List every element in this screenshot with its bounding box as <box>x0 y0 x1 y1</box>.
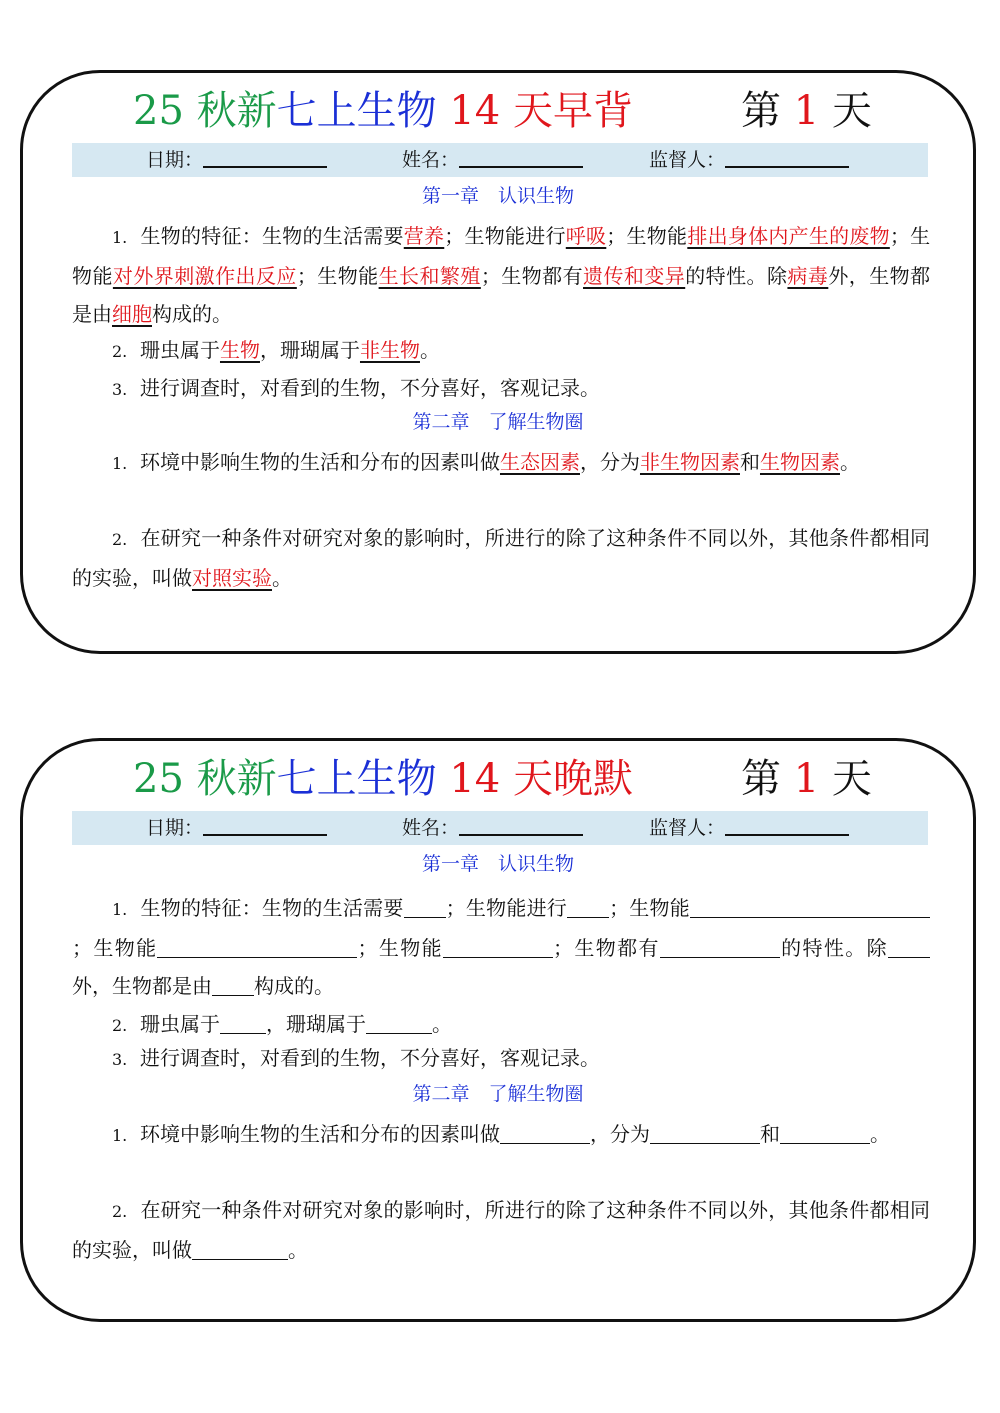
text: ；生物能进行 <box>445 896 568 920</box>
paragraph-4 <box>72 1115 930 1155</box>
text: ；生物都有 <box>552 936 660 960</box>
text: ；生物能 <box>357 936 443 960</box>
text: ，分为 <box>579 450 640 474</box>
date-field[interactable] <box>146 811 327 845</box>
text: 珊虫属于 <box>139 338 220 362</box>
chapter-heading-2: 第二章 了解生物圈 <box>412 411 584 433</box>
paragraph-4 <box>72 443 930 483</box>
text: 进行调查时，对看到的生物，不分喜好，客观记录。 <box>139 376 600 400</box>
morning-card <box>20 70 976 654</box>
answer: 呼吸 <box>565 224 607 248</box>
title-part-blue: 七上生物 <box>276 756 437 802</box>
item-number: 2. <box>112 342 128 361</box>
day-suffix: 天 <box>831 88 872 134</box>
text: 和 <box>739 450 760 474</box>
answer: 非生物 <box>359 338 420 362</box>
text: 。 <box>419 338 440 362</box>
name-label: 姓名： <box>402 817 460 839</box>
blank[interactable] <box>404 893 446 918</box>
text: 。 <box>272 566 292 590</box>
text: 和 <box>759 1122 780 1146</box>
day-prefix: 第 <box>741 88 781 134</box>
paragraph-3 <box>72 1039 930 1079</box>
answer: 病毒 <box>787 264 829 288</box>
answer: 非生物因素 <box>639 450 740 474</box>
name-field[interactable] <box>402 143 583 177</box>
item-number: 1. <box>112 1126 128 1145</box>
day-number: 1 <box>793 88 820 134</box>
text: 进行调查时，对看到的生物，不分喜好，客观记录。 <box>139 1046 600 1070</box>
text: ；生物能 <box>72 936 158 960</box>
title-part-red: 14 天晚默 <box>449 756 633 802</box>
supervisor-line <box>725 812 849 836</box>
card-title <box>23 747 973 811</box>
chapter-heading-2: 第二章 了解生物圈 <box>412 1083 584 1105</box>
blank[interactable] <box>157 933 357 958</box>
text: 外，生物都是由 <box>72 264 931 326</box>
supervisor-line <box>725 144 849 168</box>
text: 。 <box>288 1238 308 1262</box>
name-field[interactable] <box>402 811 583 845</box>
text: ；生物能 <box>296 264 379 288</box>
paragraph-1 <box>72 217 930 333</box>
text: ；生物能 <box>609 896 691 920</box>
answer: 遗传和变异 <box>583 264 686 288</box>
answer: 生物因素 <box>759 450 840 474</box>
text: 外，生物都是由 <box>72 974 212 998</box>
card-title <box>23 79 973 143</box>
name-label: 姓名： <box>402 149 460 171</box>
answer: 对照实验 <box>192 566 272 590</box>
blank[interactable] <box>840 893 930 918</box>
answer: 细胞 <box>112 302 152 326</box>
answer: 排出身体内产生的废物 <box>687 224 890 248</box>
title-part-red: 14 天早背 <box>449 88 633 134</box>
paragraph-1 <box>72 889 930 1005</box>
text: 。 <box>431 1012 452 1036</box>
title-day <box>741 747 872 811</box>
text: 构成的。 <box>152 302 232 326</box>
text: 。 <box>839 450 860 474</box>
text: 在研究一种条件对研究对象的影响时，所进行的除了这种条件不同以外，其他条件都相同的实验，叫做 <box>72 1198 930 1262</box>
blank[interactable] <box>192 1235 288 1260</box>
text: 珊虫属于 <box>139 1012 220 1036</box>
paragraph-3 <box>72 369 930 409</box>
blank[interactable] <box>780 1119 826 1144</box>
paragraph-2 <box>72 331 930 371</box>
paragraph-5 <box>72 1191 930 1269</box>
blank[interactable] <box>660 933 780 958</box>
blank[interactable] <box>567 893 609 918</box>
blank[interactable] <box>443 933 553 958</box>
date-field[interactable] <box>146 143 327 177</box>
title-part-blue: 七上生物 <box>276 88 437 134</box>
day-suffix: 天 <box>831 756 872 802</box>
info-bar <box>72 143 928 177</box>
text: ，分为 <box>589 1122 650 1146</box>
day-prefix: 第 <box>741 756 781 802</box>
blank[interactable] <box>650 1119 760 1144</box>
info-bar <box>72 811 928 845</box>
supervisor-label: 监督人： <box>649 149 726 171</box>
answer: 对外界刺激作出反应 <box>112 264 297 288</box>
title-main <box>133 747 633 811</box>
text: 环境中影响生物的生活和分布的因素叫做 <box>139 1122 500 1146</box>
name-line <box>459 144 583 168</box>
supervisor-field[interactable] <box>649 811 849 845</box>
date-line <box>203 144 327 168</box>
date-line <box>203 812 327 836</box>
text: 的特性。除 <box>685 264 788 288</box>
paragraph-5 <box>72 519 930 597</box>
date-label: 日期： <box>146 149 204 171</box>
blank[interactable] <box>366 1009 432 1034</box>
item-number: 3. <box>112 380 128 399</box>
blank[interactable] <box>826 1119 870 1144</box>
text: ，珊瑚属于 <box>259 338 360 362</box>
text: 生物的特征：生物的生活需要 <box>140 224 404 248</box>
item-number: 2. <box>112 1016 128 1035</box>
text: 。 <box>869 1122 890 1146</box>
supervisor-label: 监督人： <box>649 817 726 839</box>
item-number: 2. <box>112 1202 128 1221</box>
text: ，珊瑚属于 <box>265 1012 366 1036</box>
text: 环境中影响生物的生活和分布的因素叫做 <box>139 450 500 474</box>
text: ；生物都有 <box>480 264 584 288</box>
text: ；生物能进行 <box>444 224 566 248</box>
item-number: 1. <box>112 228 128 247</box>
item-number: 1. <box>112 454 128 473</box>
text: 在研究一种条件对研究对象的影响时，所进行的除了这种条件不同以外，其他条件都相同的实验，叫做 <box>72 526 930 590</box>
answer: 生长和繁殖 <box>378 264 481 288</box>
text: 的特性。除 <box>779 936 889 960</box>
item-number: 3. <box>112 1050 128 1069</box>
evening-card <box>20 738 976 1322</box>
day-number: 1 <box>793 756 820 802</box>
blank[interactable] <box>690 893 840 918</box>
title-part-green: 25 秋新 <box>133 88 277 134</box>
answer: 营养 <box>403 224 445 248</box>
supervisor-field[interactable] <box>649 143 849 177</box>
answer: 生态因素 <box>499 450 580 474</box>
item-number: 2. <box>112 530 128 549</box>
name-line <box>459 812 583 836</box>
text: ；生物能 <box>72 224 931 288</box>
chapter-heading-1: 第一章 认识生物 <box>421 185 574 207</box>
chapter-heading-1: 第一章 认识生物 <box>421 853 574 875</box>
title-main <box>133 79 633 143</box>
blank[interactable] <box>888 933 930 958</box>
text: 构成的。 <box>254 974 334 998</box>
text: 生物的特征：生物的生活需要 <box>140 896 404 920</box>
title-day <box>741 79 872 143</box>
date-label: 日期： <box>146 817 204 839</box>
blank[interactable] <box>220 1009 266 1034</box>
title-part-green: 25 秋新 <box>133 756 277 802</box>
answer: 生物 <box>219 338 260 362</box>
blank[interactable] <box>212 971 254 996</box>
item-number: 1. <box>112 900 128 919</box>
text: ；生物能 <box>606 224 688 248</box>
blank[interactable] <box>500 1119 590 1144</box>
